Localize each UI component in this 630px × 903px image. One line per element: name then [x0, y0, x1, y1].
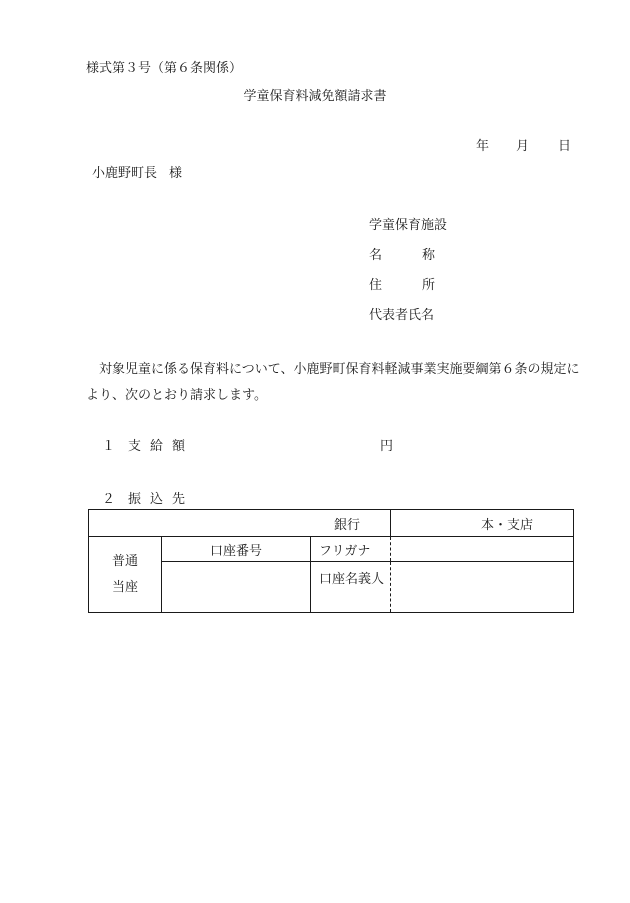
branch-name-field[interactable] [391, 510, 574, 537]
applicant-name-row [369, 249, 447, 279]
applicant-facility [369, 219, 447, 249]
addressee [92, 167, 182, 180]
item-transfer-destination [102, 493, 194, 506]
account-holder-field[interactable] [391, 562, 574, 613]
date-month-label: 月 [516, 139, 530, 154]
request-statement [86, 357, 586, 409]
name-label-char-2: 称 [421, 248, 435, 263]
item1-label-char-2: 給 [150, 439, 164, 454]
name-label-char-1: 名 [369, 248, 383, 263]
account-row-1 [89, 537, 574, 562]
furigana-field[interactable] [391, 537, 574, 562]
date-year-label: 年 [476, 139, 490, 154]
item2-label-char-3: 先 [172, 492, 186, 507]
furigana-label: フリガナ [311, 537, 391, 562]
document-title: 学童保育料減免額請求書 [243, 89, 387, 104]
bank-name-field[interactable] [89, 510, 391, 537]
applicant-representative-row [369, 309, 447, 339]
addressee-honorific: 様 [169, 166, 183, 181]
bank-row [89, 510, 574, 537]
bank-suffix-label: 銀行 [334, 517, 361, 533]
account-holder-label: 口座名義人 [311, 562, 391, 613]
address-label-char-1: 住 [369, 278, 383, 293]
bank-account-table [88, 509, 574, 613]
applicant-address-row [369, 279, 447, 309]
item-payment-amount [102, 440, 194, 453]
address-label-char-2: 所 [421, 278, 435, 293]
item1-label-char-1: 支 [128, 439, 142, 454]
item2-label [128, 493, 194, 506]
account-type-current: 当座 [111, 579, 138, 595]
account-type-ordinary: 普通 [111, 553, 138, 569]
item2-label-char-1: 振 [128, 492, 142, 507]
facility-label: 学童保育施設 [369, 218, 448, 233]
yen-unit: 円 [380, 439, 394, 454]
addressee-name: 小鹿野町長 [92, 166, 158, 181]
representative-label: 代表者氏名 [369, 308, 435, 323]
request-statement-text: 対象児童に係る保育料について、小鹿野町保育料軽減事業実施要綱第６条の規定により、次のとおり請求します。 [86, 362, 580, 403]
name-label [369, 249, 435, 279]
branch-suffix-label: 本・支店 [481, 517, 534, 533]
address-label [369, 279, 435, 309]
account-number-field[interactable] [162, 562, 311, 613]
item1-label [128, 440, 194, 453]
item2-number: ２ [102, 492, 116, 507]
item2-label-char-2: 込 [150, 492, 164, 507]
item1-label-char-3: 額 [172, 439, 186, 454]
date-day-label: 日 [558, 139, 572, 154]
account-row-2 [89, 562, 574, 613]
form-number: 様式第３号（第６条関係） [86, 61, 243, 76]
applicant-block [369, 219, 447, 339]
item1-number: １ [102, 439, 116, 454]
account-number-label: 口座番号 [162, 537, 311, 562]
account-type-cell[interactable] [89, 537, 162, 613]
